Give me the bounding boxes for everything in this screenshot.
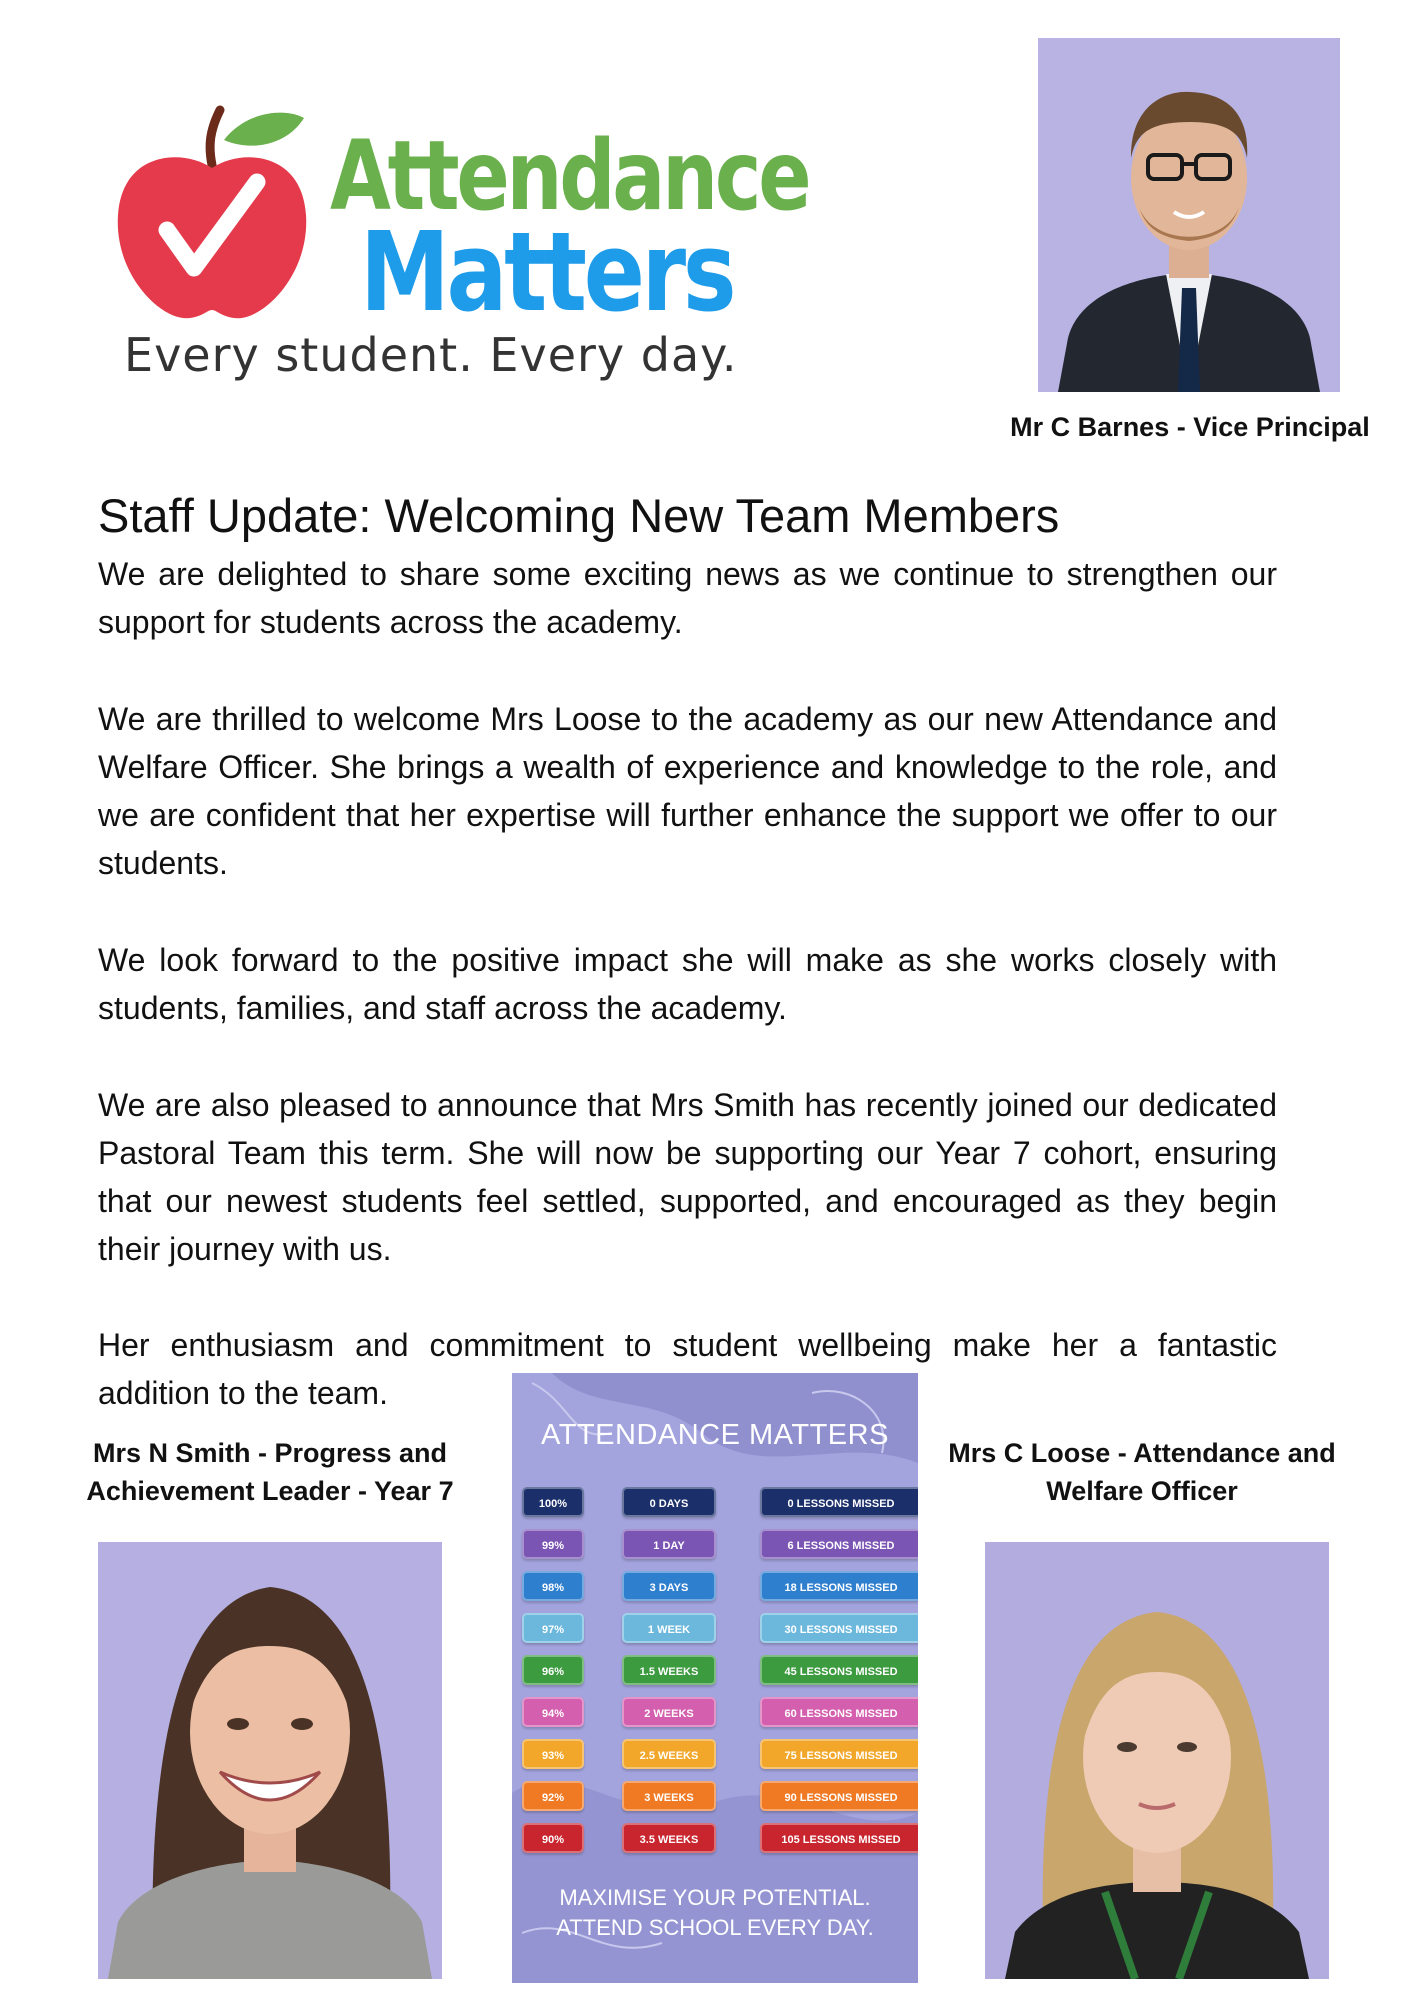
poster-lessons-pill: 45 LESSONS MISSED xyxy=(760,1655,918,1685)
loose-caption-line1: Mrs C Loose - Attendance and xyxy=(948,1438,1336,1468)
poster-footer-line1: MAXIMISE YOUR POTENTIAL. xyxy=(559,1885,871,1910)
poster-row xyxy=(522,1823,918,1855)
article-paragraph: We are delighted to share some exciting news as we continue to strengthen our support for students across the academy. xyxy=(98,556,1277,640)
poster-percent-pill: 96% xyxy=(522,1655,584,1685)
poster-percent-pill: 98% xyxy=(522,1571,584,1601)
poster-percent-pill: 97% xyxy=(522,1613,584,1643)
barnes-caption: Mr C Barnes - Vice Principal xyxy=(1010,412,1370,442)
poster-lessons-pill: 90 LESSONS MISSED xyxy=(760,1781,918,1811)
poster-row xyxy=(522,1739,918,1771)
poster-row xyxy=(522,1781,918,1813)
poster-row xyxy=(522,1487,918,1519)
poster-days-pill: 3.5 WEEKS xyxy=(622,1823,716,1853)
poster-days-pill: 1 DAY xyxy=(622,1529,716,1559)
poster-lessons-pill: 30 LESSONS MISSED xyxy=(760,1613,918,1643)
poster-row xyxy=(522,1697,918,1729)
article-paragraph: We look forward to the positive impact she will make as she works closely with students, families, and staff across the academy. xyxy=(98,942,1277,1026)
poster-percent-pill: 99% xyxy=(522,1529,584,1559)
poster-days-pill: 3 DAYS xyxy=(622,1571,716,1601)
poster-lessons-pill: 18 LESSONS MISSED xyxy=(760,1571,918,1601)
barnes-photo xyxy=(1038,38,1340,392)
poster-lessons-pill: 75 LESSONS MISSED xyxy=(760,1739,918,1769)
logo-word-attendance: Attendance xyxy=(330,120,809,232)
poster-days-pill: 1 WEEK xyxy=(622,1613,716,1643)
article-title: Staff Update: Welcoming New Team Members xyxy=(98,489,1060,542)
article-paragraph: We are thrilled to welcome Mrs Loose to the academy as our new Attendance and Welfare Officer. She brings a wealth of experience and knowledge to the role, and we are confident that her expertise will further enhance the support we offer to our students. xyxy=(98,701,1277,881)
poster-lessons-pill: 105 LESSONS MISSED xyxy=(760,1823,918,1853)
logo-word-matters: Matters xyxy=(360,208,734,336)
article-paragraph: Her enthusiasm and commitment to student wellbeing make her a fantastic addition to the team. xyxy=(98,1327,1277,1411)
poster-percent-pill: 92% xyxy=(522,1781,584,1811)
poster-row xyxy=(522,1529,918,1561)
attendance-poster xyxy=(512,1373,918,1983)
poster-days-pill: 2 WEEKS xyxy=(622,1697,716,1727)
poster-days-pill: 0 DAYS xyxy=(622,1487,716,1517)
smith-caption-line1: Mrs N Smith - Progress and xyxy=(92,1438,448,1468)
attendance-matters-logo xyxy=(112,90,809,400)
logo-tagline: Every student. Every day. xyxy=(124,328,738,382)
poster-row xyxy=(522,1571,918,1603)
poster-days-pill: 2.5 WEEKS xyxy=(622,1739,716,1769)
poster-percent-pill: 90% xyxy=(522,1823,584,1853)
poster-footer-line2: ATTEND SCHOOL EVERY DAY. xyxy=(556,1915,874,1940)
smith-caption-line2: Achievement Leader - Year 7 xyxy=(86,1476,454,1506)
poster-days-pill: 3 WEEKS xyxy=(622,1781,716,1811)
poster-row xyxy=(522,1613,918,1645)
poster-lessons-pill: 60 LESSONS MISSED xyxy=(760,1697,918,1727)
poster-title: ATTENDANCE MATTERS xyxy=(541,1419,889,1451)
poster-percent-pill: 94% xyxy=(522,1697,584,1727)
loose-photo xyxy=(985,1542,1329,1979)
poster-footer xyxy=(512,1883,918,1943)
loose-caption-line2: Welfare Officer xyxy=(1046,1476,1238,1506)
apple-check-icon xyxy=(112,90,312,330)
poster-lessons-pill: 6 LESSONS MISSED xyxy=(760,1529,918,1559)
poster-lessons-pill: 0 LESSONS MISSED xyxy=(760,1487,918,1517)
smith-photo xyxy=(98,1542,442,1979)
poster-percent-pill: 100% xyxy=(522,1487,584,1517)
poster-days-pill: 1.5 WEEKS xyxy=(622,1655,716,1685)
article-paragraph: We are also pleased to announce that Mrs Smith has recently joined our dedicated Pastoral Team this term. She will now be supporting our Year 7 cohort, ensuring that our newest students feel settled, supported, and encouraged as they begin their journey with us. xyxy=(98,1087,1277,1267)
poster-percent-pill: 93% xyxy=(522,1739,584,1769)
poster-row xyxy=(522,1655,918,1687)
